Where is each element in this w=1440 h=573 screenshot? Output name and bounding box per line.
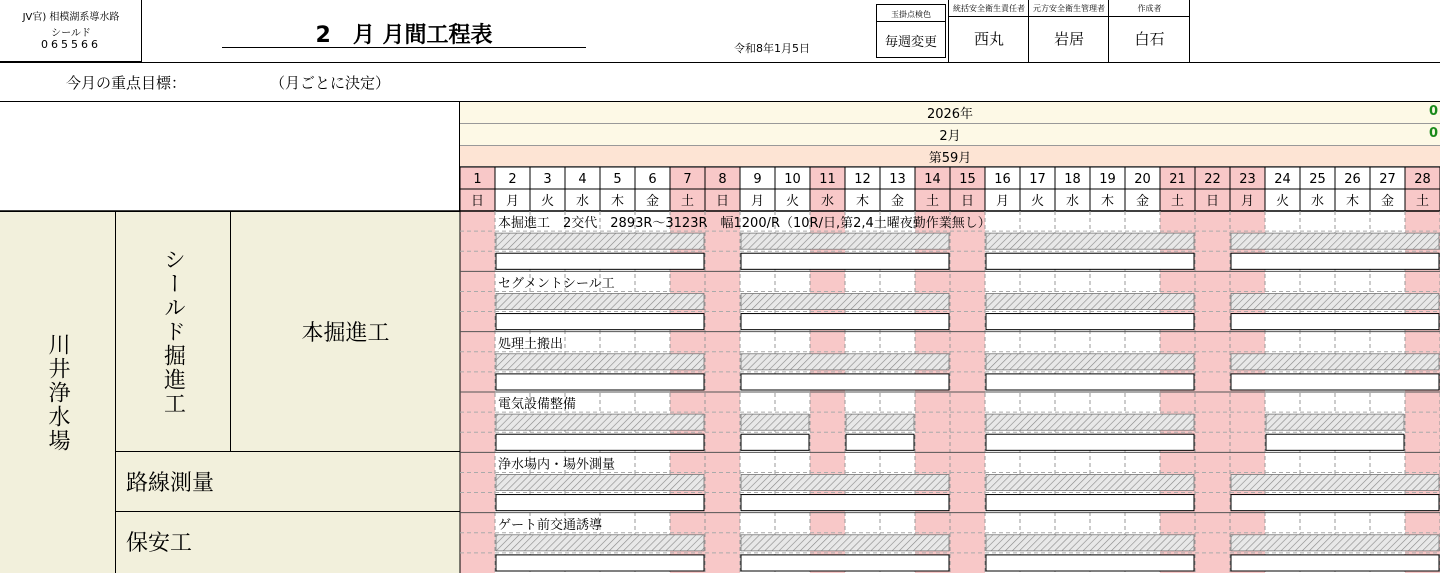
weekday-label: 火	[1275, 194, 1290, 209]
signer-name: 岩居	[1053, 29, 1084, 48]
weekday-label: 金	[1135, 194, 1150, 209]
company-line3: 065566	[41, 38, 101, 51]
actual-bar	[496, 434, 704, 450]
actual-bar	[1231, 555, 1439, 571]
day-number: 1	[473, 172, 482, 187]
actual-bar	[986, 495, 1194, 511]
zero-marker: 0	[1428, 126, 1438, 141]
signer-name: 白石	[1134, 29, 1165, 48]
weekday-label: 月	[995, 194, 1010, 209]
inspection-label: 玉掛点検色	[877, 7, 945, 22]
signer-role: 作成者	[1109, 0, 1190, 17]
signer-role: 元方安全衛生管理者	[1029, 0, 1109, 17]
weekday-label: 木	[1345, 194, 1360, 209]
inspection-value: 毎週変更	[884, 34, 937, 50]
day-number: 18	[1064, 172, 1081, 187]
day-number: 15	[959, 172, 976, 187]
actual-bar	[986, 253, 1194, 269]
day-number: 23	[1239, 172, 1256, 187]
actual-bar	[1231, 253, 1439, 269]
actual-bar	[846, 434, 914, 450]
weekday-label: 水	[575, 194, 590, 209]
plan-bar	[741, 535, 949, 551]
plan-bar	[1266, 414, 1404, 430]
day-number: 4	[578, 172, 587, 187]
task-label: 浄水場内・場外測量	[498, 457, 616, 473]
day-number: 21	[1169, 172, 1186, 187]
holiday-column	[1195, 167, 1230, 573]
plan-bar	[986, 535, 1194, 551]
holiday-column	[460, 167, 495, 573]
task-label: ゲート前交通誘導	[498, 517, 603, 533]
plan-bar	[1231, 354, 1439, 370]
weekday-label: 土	[680, 194, 695, 209]
task-label: セグメントシール工	[498, 276, 615, 292]
weekday-label: 土	[925, 194, 940, 209]
page-title: 2 月 月間工程表	[222, 18, 586, 48]
plan-bar	[741, 354, 949, 370]
actual-bar	[496, 374, 704, 390]
plan-bar	[496, 535, 704, 551]
day-number: 17	[1029, 172, 1046, 187]
document-date: 令和8年1月5日	[734, 42, 810, 55]
zero-marker: 0	[1428, 104, 1438, 119]
plan-bar	[496, 293, 704, 309]
plan-bar	[741, 233, 949, 249]
day-number: 26	[1344, 172, 1361, 187]
day-number: 16	[994, 172, 1011, 187]
actual-bar	[1231, 314, 1439, 330]
day-number: 7	[683, 172, 692, 187]
site-text: 川井浄水場	[45, 332, 71, 453]
actual-bar	[986, 555, 1194, 571]
day-number: 9	[753, 172, 762, 187]
actual-bar	[1231, 374, 1439, 390]
day-number: 14	[924, 172, 941, 187]
weekday-label: 土	[1415, 194, 1430, 209]
plan-bar	[986, 474, 1194, 490]
day-number: 11	[819, 172, 836, 187]
day-number: 22	[1204, 172, 1221, 187]
weekday-label: 日	[715, 194, 730, 209]
plan-bar	[496, 233, 704, 249]
actual-bar	[496, 495, 704, 511]
plan-bar	[496, 474, 704, 490]
day-number: 2	[508, 172, 517, 187]
task-label: 電気設備整備	[498, 397, 577, 413]
actual-bar	[741, 314, 949, 330]
day-number: 6	[648, 172, 657, 187]
day-number: 24	[1274, 172, 1291, 187]
day-number: 3	[543, 172, 552, 187]
plan-bar	[1231, 293, 1439, 309]
plan-bar	[1231, 535, 1439, 551]
actual-bar	[741, 253, 949, 269]
actual-bar	[741, 495, 949, 511]
day-number: 12	[854, 172, 871, 187]
day-number: 20	[1134, 172, 1151, 187]
plan-bar	[986, 293, 1194, 309]
actual-bar	[741, 374, 949, 390]
weekday-label: 月	[750, 194, 765, 209]
plan-bar	[986, 233, 1194, 249]
weekday-label: 水	[1065, 194, 1080, 209]
day-number: 19	[1099, 172, 1116, 187]
actual-bar	[986, 434, 1194, 450]
weekday-label: 火	[785, 194, 800, 209]
weekday-label: 火	[1030, 194, 1045, 209]
company-line1: JV官) 相模湖系導水路	[22, 12, 120, 23]
day-number: 25	[1309, 172, 1326, 187]
weekday-label: 日	[960, 194, 975, 209]
weekday-label: 木	[855, 194, 870, 209]
day-number: 28	[1414, 172, 1431, 187]
goal-label: 今月の重点目標：	[66, 74, 187, 92]
year-label: 2026年	[926, 107, 974, 122]
plan-bar	[741, 474, 949, 490]
actual-bar	[1231, 495, 1439, 511]
goal-value: （月ごとに決定）	[270, 74, 391, 92]
group3-label: 保安工	[126, 531, 193, 556]
actual-bar	[496, 314, 704, 330]
group1-text: シールド掘進工	[160, 247, 186, 416]
weekday-label: 水	[1310, 194, 1325, 209]
plan-bar	[741, 293, 949, 309]
weekday-label: 日	[470, 194, 485, 209]
actual-bar	[741, 434, 809, 450]
day-number: 5	[613, 172, 622, 187]
actual-bar	[986, 374, 1194, 390]
actual-bar	[986, 314, 1194, 330]
actual-bar	[1266, 434, 1404, 450]
weekday-label: 金	[645, 194, 660, 209]
weekday-label: 水	[820, 194, 835, 209]
weekday-label: 木	[610, 194, 625, 209]
weekday-label: 日	[1205, 194, 1220, 209]
plan-bar	[496, 414, 704, 430]
plan-bar	[986, 414, 1194, 430]
weekday-label: 金	[1380, 194, 1395, 209]
plan-bar	[741, 414, 809, 430]
day-number: 8	[718, 172, 727, 187]
weekday-label: 土	[1170, 194, 1185, 209]
actual-bar	[741, 555, 949, 571]
day-number: 13	[889, 172, 906, 187]
plan-bar	[496, 354, 704, 370]
company-line2: シールド	[51, 28, 91, 39]
weekday-label: 金	[890, 194, 905, 209]
plan-bar	[986, 354, 1194, 370]
week-label: 第59月	[928, 150, 972, 166]
day-number: 27	[1379, 172, 1396, 187]
plan-bar	[1231, 474, 1439, 490]
weekday-label: 月	[505, 194, 520, 209]
weekday-label: 木	[1100, 194, 1115, 209]
actual-bar	[496, 555, 704, 571]
signer-name: 西丸	[973, 29, 1004, 48]
group2-label: 路線測量	[116, 452, 460, 512]
signer-role: 統括安全衛生責任者	[949, 0, 1029, 17]
task-label: 本掘進工 2交代 2893R～3123R 幅1200/R（10R/日,第2,4土曜夜勤作業無し）	[498, 216, 991, 232]
day-number: 10	[784, 172, 801, 187]
plan-bar	[1231, 233, 1439, 249]
weekday-label: 月	[1240, 194, 1255, 209]
plan-bar	[846, 414, 914, 430]
task-label: 処理土搬出	[498, 336, 564, 352]
group1-sub-label: 本掘進工	[231, 212, 460, 452]
weekday-label: 火	[540, 194, 555, 209]
actual-bar	[496, 253, 704, 269]
month-label: 2月	[939, 129, 961, 144]
